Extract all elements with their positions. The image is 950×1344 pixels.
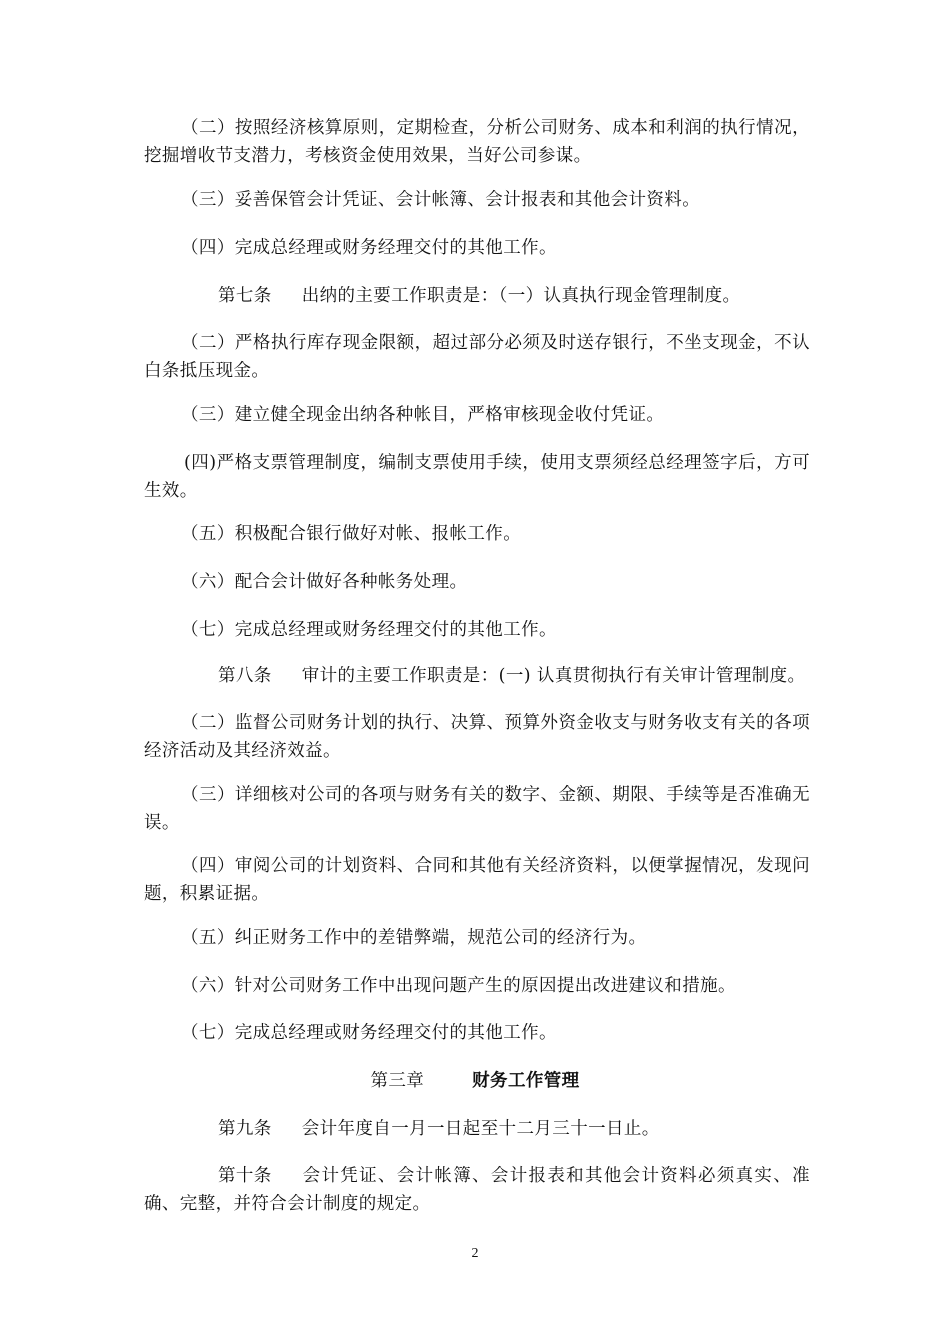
article-label: 第九条 <box>218 1119 272 1139</box>
paragraph: （七）完成总经理或财务经理交付的其他工作。 <box>181 1023 557 1043</box>
paragraph: (四)严格支票管理制度，编制支票使用手续，使用支票须经总经理签字后，方可生效。 <box>144 453 810 501</box>
article-ten <box>144 1162 810 1218</box>
chapter-number: 第三章 <box>370 1071 425 1091</box>
paragraph: （三）妥善保管会计凭证、会计帐簿、会计报表和其他会计资料。 <box>181 190 701 210</box>
paragraph: （二）按照经济核算原则，定期检查，分析公司财务、成本和利润的执行情况，挖掘增收节支潜力，考核资金使用效果，当好公司参谋。 <box>144 118 810 166</box>
article-text: 会计凭证、会计帐簿、会计报表和其他会计资料必须真实、准确、完整，并符合会计制度的规定。 <box>144 1166 810 1214</box>
paragraph: （五）纠正财务工作中的差错弊端，规范公司的经济行为。 <box>181 928 647 948</box>
paragraph: （五）积极配合银行做好对帐、报帐工作。 <box>181 524 522 544</box>
article-nine <box>144 1115 810 1143</box>
paragraph: （二）严格执行库存现金限额，超过部分必须及时送存银行，不坐支现金，不认白条抵压现金。 <box>144 333 810 381</box>
article-label: 第七条 <box>218 286 272 306</box>
article-text: 会计年度自一月一日起至十二月三十一日止。 <box>301 1119 660 1139</box>
chapter-heading <box>0 1067 950 1095</box>
paragraph: （三）建立健全现金出纳各种帐目，严格审核现金收付凭证。 <box>181 405 665 425</box>
page-number: 2 <box>471 1246 479 1261</box>
paragraph: （六）配合会计做好各种帐务处理。 <box>181 572 468 592</box>
article-eight <box>144 662 810 690</box>
article-label: 第八条 <box>218 666 272 686</box>
paragraph: （四）审阅公司的计划资料、合同和其他有关经济资料，以便掌握情况，发现问题，积累证据。 <box>144 856 810 904</box>
paragraph: （三）详细核对公司的各项与财务有关的数字、金额、期限、手续等是否准确无误。 <box>144 785 810 833</box>
article-label: 第十条 <box>218 1166 272 1186</box>
chapter-title: 财务工作管理 <box>472 1071 580 1091</box>
paragraph: （四）完成总经理或财务经理交付的其他工作。 <box>181 238 557 258</box>
paragraph: （六）针对公司财务工作中出现问题产生的原因提出改进建议和措施。 <box>181 976 736 996</box>
article-text: 出纳的主要工作职责是：（一）认真执行现金管理制度。 <box>301 286 741 306</box>
paragraph: （七）完成总经理或财务经理交付的其他工作。 <box>181 620 557 640</box>
paragraph: （二）监督公司财务计划的执行、决算、预算外资金收支与财务收支有关的各项经济活动及其经济效益。 <box>144 713 810 761</box>
article-text: 审计的主要工作职责是：(一) 认真贯彻执行有关审计管理制度。 <box>301 666 806 686</box>
article-seven <box>144 282 810 310</box>
